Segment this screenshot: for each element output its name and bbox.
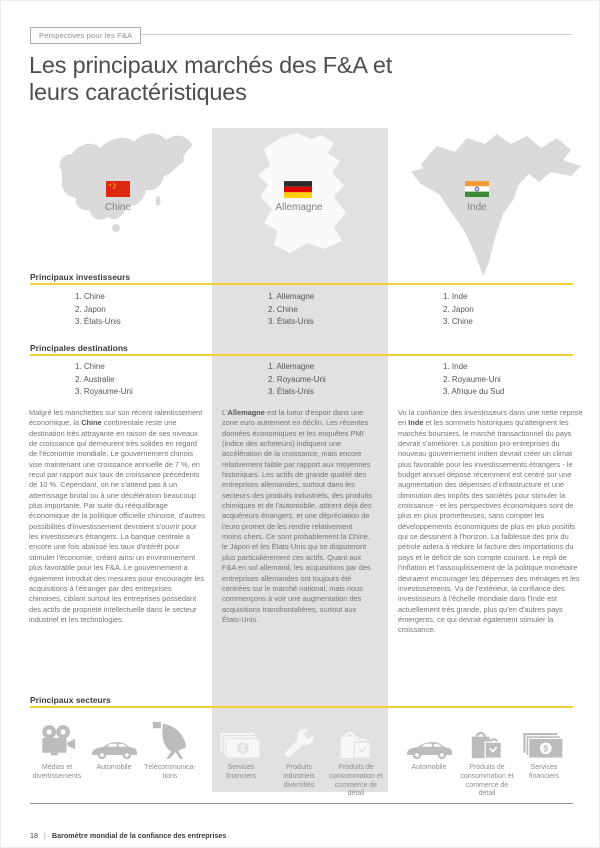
destinations-list-china — [75, 361, 133, 399]
svg-text:$: $ — [240, 743, 246, 754]
footer-rule — [30, 803, 573, 804]
destinations-list-germany — [268, 361, 326, 399]
country-label-germany: Allemagne — [275, 202, 323, 213]
germany-paragraph — [222, 408, 374, 625]
india-flag-icon — [464, 181, 490, 197]
svg-text:$: $ — [543, 743, 549, 754]
list-item: 3. Chine — [443, 317, 473, 326]
destinations-heading: Principales destinations — [30, 343, 128, 353]
footer-divider: | — [44, 831, 46, 840]
car-icon — [400, 714, 458, 760]
list-item: 3. États-Unis — [268, 387, 314, 396]
sector-automobile — [400, 714, 458, 773]
section-tag: Perspectives pour les F&A — [30, 27, 141, 44]
sector-financial-services — [515, 714, 573, 782]
list-item: 1. Allemagne — [268, 292, 315, 301]
sector-industrial-products — [270, 714, 328, 790]
sector-label: Services financiers — [226, 764, 256, 780]
germany-flag-icon — [284, 181, 312, 198]
india-paragraph — [398, 408, 584, 636]
movie-camera-icon — [28, 714, 86, 760]
list-item: 3. Royaume-Uni — [75, 387, 133, 396]
sector-label: Télécommunica-tions — [144, 764, 196, 780]
shopping-bags-icon — [327, 714, 385, 760]
sector-label: Produits de consommation et commerce de détail — [460, 764, 514, 798]
page-number: 18 — [30, 831, 38, 840]
india-map-silhouette — [393, 126, 593, 286]
country-label-india: Inde — [467, 202, 487, 213]
investors-list-china — [75, 291, 121, 329]
list-item: 3. États-Unis — [268, 317, 314, 326]
list-item: 1. Inde — [443, 292, 468, 301]
sector-label: Produits de consommation et commerce de détail — [329, 764, 383, 798]
investors-list-germany — [268, 291, 314, 329]
shopping-bags-icon — [458, 714, 516, 760]
sector-consumer-retail — [327, 714, 385, 799]
list-item: 1. Inde — [443, 362, 468, 371]
list-item: 2. Royaume-Uni — [443, 374, 501, 384]
page-title — [29, 52, 392, 106]
sector-label: Produits industriels diversifiés — [283, 764, 315, 789]
sector-label: Automobile — [96, 764, 132, 771]
satellite-dish-icon — [141, 714, 199, 760]
paragraph-text: Vu la confiance des investisseurs dans une nette reprise en — [398, 408, 583, 428]
sector-consumer-retail — [458, 714, 516, 799]
sector-telecom — [141, 714, 199, 782]
china-flag-icon — [105, 181, 131, 197]
wrench-icon — [270, 714, 328, 760]
sector-label: Services financiers — [529, 764, 559, 780]
list-item: 3. Afrique du Sud — [443, 387, 505, 396]
paragraph-text: et les sommets historiques qu'atteignent les marchés boursiers, le marché transactionnel du pays devrait s'améliorer. La position pro-entreprises du nouveau gouvernement indien devrait créer un climat plus favorable pour les investissements étrangers - le budget annuel déposé récemment est centré sur une augmentation des dépenses d'infrastructure et une diminution des impôts des sociétés pour stimuler la croissance - et les perspectives économiques sont de plus en plus prometteuses, sans compter les développements économiques de plus en plus positifs qui se dessinent à l'horizon. La faiblesse des prix du pétrole aidera à réduire la facture des importations du pays et le déficit de son compte courant. Le repli de l'inflation et l'assouplissement de la politique monétaire devraient encourager les dépenses des ménages et les investissements. Vu de l'extérieur, la confiance des investisseurs à l'échelle mondiale dans l'Inde est actuellement très grande, plus qu'en d'autres pays émergents, ce qui devrait également stimuler la croissance. — [398, 418, 580, 635]
destinations-rule — [30, 354, 573, 356]
list-item: 2. Japon — [443, 304, 474, 314]
sector-financial-services — [212, 714, 270, 782]
sectors-heading: Principaux secteurs — [30, 695, 111, 705]
footer-report-title: Baromètre mondial de la confiance des entreprises — [51, 831, 227, 840]
list-item: 2. Chine — [268, 304, 298, 314]
footer — [30, 831, 226, 840]
paragraph-text: Malgré les manchettes sur son récent ralentissement économique, la — [29, 408, 203, 428]
investors-heading: Principaux investisseurs — [30, 272, 131, 282]
list-item: 2. Royaume-Uni — [268, 374, 326, 384]
country-label-china: Chine — [104, 202, 132, 213]
sectors-rule — [30, 706, 573, 708]
investors-list-india — [443, 291, 474, 329]
list-item: 1. Allemagne — [268, 362, 315, 371]
sector-media — [28, 714, 86, 782]
car-icon — [85, 714, 143, 760]
banknotes-icon — [212, 714, 270, 760]
list-item: 2. Australie — [75, 374, 115, 384]
sector-label: Automobile — [411, 764, 447, 771]
paragraph-text: est la lueur d'espoir dans une zone euro autrement en déclin. Les récentes données économiques et les enquêtes PMI (indice des acheteurs) indiquent une accélération de la croissance, mais encore relativement faible par rapport aux moyennes historiques. Les actifs de grande qualité des entreprises allemandes, surtout dans les secteurs des produits industriels, des produits chimiques et de l'automobile, attirent déjà des acquéreurs étrangers, et une dépréciation de l'euro promet de les rendre relativement moins chers. Ce sont probablement la Chine, le Japon et les États-Unis qui se disputeront plus particulièrement ces actifs. Quant aux F&A en sol allemand, les acquisitions par des entreprises allemandes ont toujours été centrées sur le marché national, mais nous commençons à voir une augmentation des acquisitions transfrontalières, surtout aux États-Unis. — [222, 408, 372, 624]
paragraph-text: continentale reste une destination très attrayante en raison de ses niveaux de croissance qui demeurent très solides en regard de l'économie mondiale. Le gouvernement chinois vise maintenant une croissance annuelle de 7 %, en recul par rapport aux taux de croissance précédents de 10 %. Cependant, on ne s'attend pas à un atterrissage brutal ou à une décélération beaucoup plus importante. Par suite du rééquilibrage économique de la politique officielle chinoise, d'autres possibilités d'investissement devraient s'ouvrir pour les investisseurs étrangers. La banque centrale a encore une fois abaissé les taux d'intérêt pour stimuler l'économie, créant ainsi un environnement plus favorable pour les F&A. Le gouvernement a également introduit des mesures pour encourager les acquisitions à l'étranger par des entreprises chinoises, ciblant surtout les entreprises possédant des actifs de propriété intellectuelle dans le secteur industriel et les technologies. — [29, 418, 205, 624]
banknotes-icon — [515, 714, 573, 760]
page-title-line2: leurs caractéristiques — [29, 79, 247, 105]
page-title-line1: Les principaux marchés des F&A et — [29, 52, 393, 78]
paragraph-text: L' — [222, 408, 228, 417]
destinations-list-india — [443, 361, 504, 399]
list-item: 1. Chine — [75, 292, 105, 301]
list-item: 2. Japon — [75, 304, 106, 314]
paragraph-bold-country: Chine — [81, 418, 102, 428]
china-map-silhouette — [32, 128, 232, 260]
china-paragraph — [29, 408, 205, 625]
paragraph-bold-country: Inde — [408, 418, 424, 428]
paragraph-bold-country: Allemagne — [227, 408, 265, 417]
sector-label: Médias et divertissements — [32, 764, 82, 780]
investors-rule — [30, 283, 573, 285]
sector-automobile — [85, 714, 143, 773]
list-item: 3. États-Unis — [75, 317, 121, 326]
list-item: 1. Chine — [75, 362, 105, 371]
